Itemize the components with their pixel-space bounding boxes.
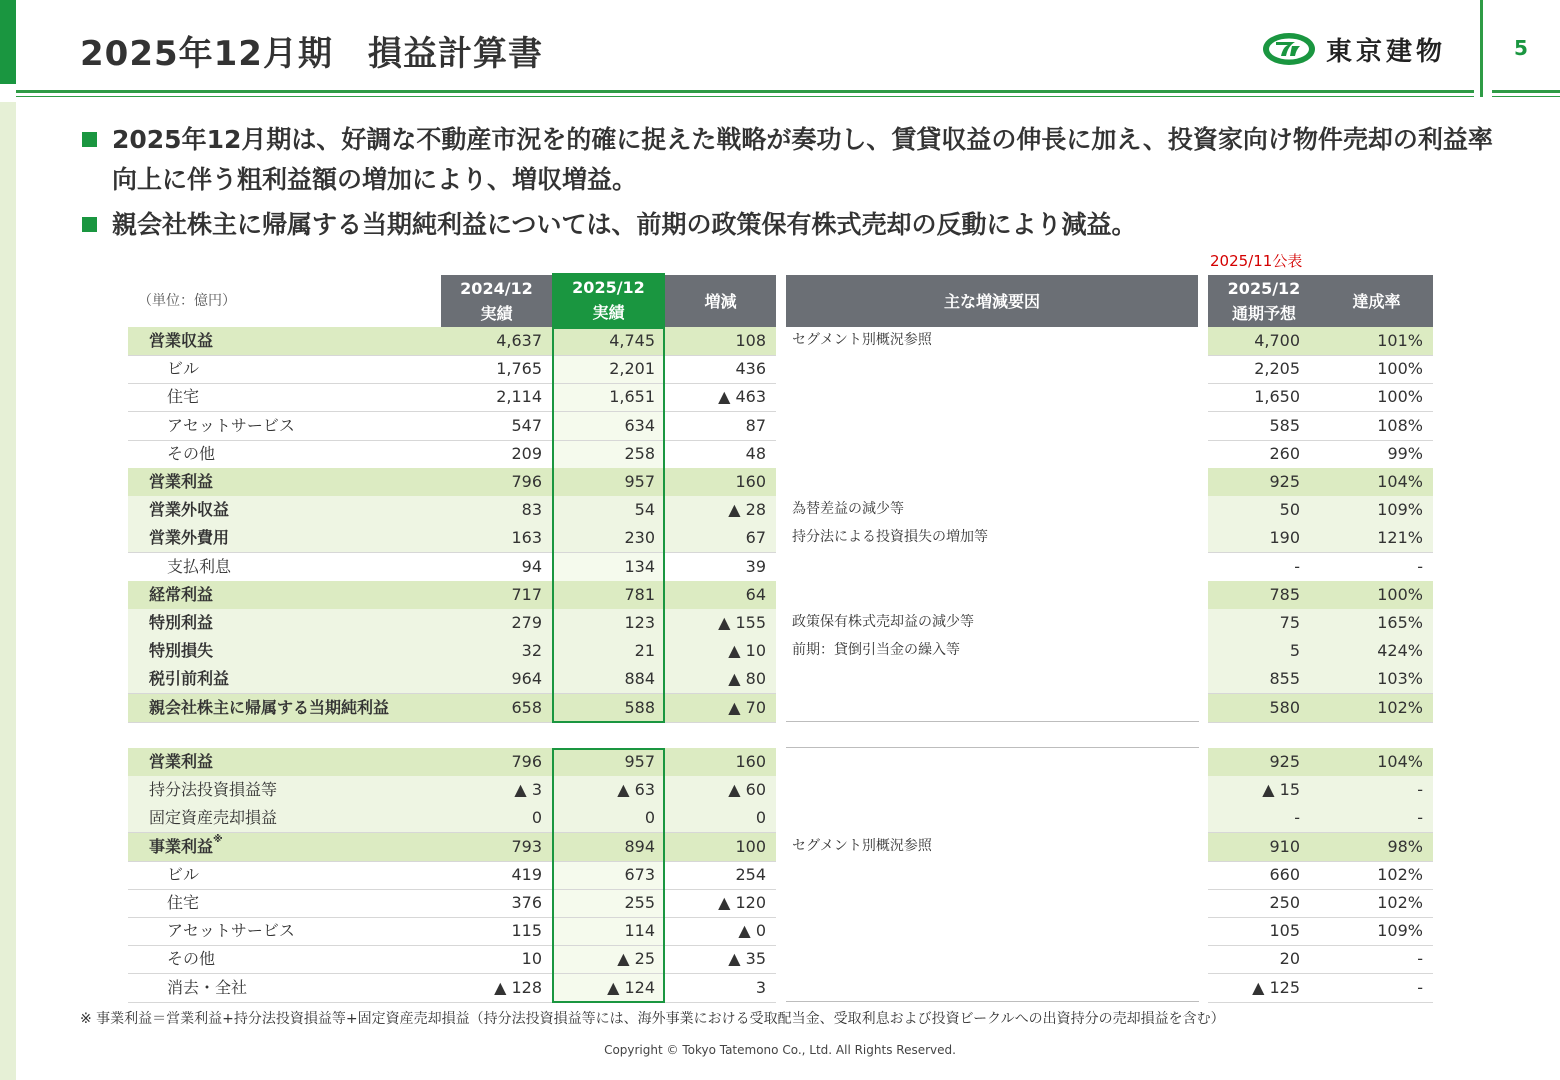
value-forecast: 2,205 — [1254, 359, 1300, 379]
row-label-text: アセットサービス — [167, 921, 295, 941]
value-rate: 424% — [1377, 641, 1423, 661]
row-label — [128, 524, 229, 552]
value-forecast: 260 — [1269, 443, 1300, 463]
value-2024: 376 — [511, 893, 542, 912]
header-line: 増減 — [704, 291, 737, 311]
value-rate: - — [1417, 780, 1423, 800]
value-2024: 796 — [511, 472, 542, 491]
summary-bullet — [80, 120, 1500, 200]
value-2025: 114 — [624, 921, 655, 941]
value-forecast: - — [1294, 556, 1300, 576]
value-rate: - — [1417, 556, 1423, 576]
value-forecast: 250 — [1269, 893, 1300, 912]
header-separator — [1480, 0, 1483, 97]
value-forecast: 660 — [1269, 864, 1300, 884]
value-diff: ▲ 70 — [728, 697, 766, 717]
value-diff: 48 — [745, 443, 766, 463]
value-2025: 894 — [624, 836, 655, 856]
factor-divider — [786, 721, 1199, 722]
row-label-text: 親会社株主に帰属する当期純利益 — [149, 697, 390, 717]
value-diff: ▲ 0 — [738, 921, 766, 941]
value-diff: 160 — [735, 752, 766, 771]
value-diff: 3 — [755, 977, 766, 997]
value-2025: 123 — [624, 613, 655, 632]
value-2024: 419 — [511, 864, 542, 884]
header-line: 実績 — [480, 304, 513, 323]
row-label — [128, 412, 295, 440]
value-2025: 255 — [624, 893, 655, 912]
value-2024: 83 — [521, 500, 542, 520]
factor-text: 為替差益の減少等 — [792, 501, 904, 518]
header-forecast-group — [1208, 275, 1433, 327]
header-factor — [786, 275, 1198, 327]
value-2024: 32 — [521, 641, 542, 661]
header-line: 2024/12 — [460, 279, 533, 298]
value-2025: 4,745 — [609, 331, 655, 350]
value-2024: 94 — [521, 556, 542, 576]
value-forecast: 855 — [1269, 669, 1300, 689]
value-rate: 109% — [1377, 500, 1423, 520]
value-forecast: 785 — [1269, 584, 1300, 604]
value-2024: ▲ 3 — [514, 780, 542, 800]
value-2024: 1,765 — [496, 359, 542, 379]
row-label — [128, 861, 199, 889]
value-rate: 100% — [1377, 584, 1423, 604]
row-label-text: その他 — [167, 949, 216, 969]
value-rate: 103% — [1377, 669, 1423, 689]
value-2025: 230 — [624, 528, 655, 548]
row-label — [128, 496, 229, 524]
row-label — [128, 355, 199, 383]
value-2025: 884 — [624, 669, 655, 689]
value-diff: 160 — [735, 472, 766, 491]
row-label — [128, 637, 213, 665]
value-2024: 4,637 — [496, 331, 542, 350]
row-label — [128, 553, 231, 581]
value-diff: 87 — [745, 415, 766, 435]
value-diff: 254 — [735, 864, 766, 884]
value-2024: 115 — [511, 921, 542, 941]
row-label — [128, 974, 247, 1002]
value-diff: ▲ 35 — [728, 949, 766, 969]
row-label-text: 営業利益 — [149, 752, 214, 771]
row-label — [128, 694, 389, 722]
row-label-text: 営業外費用 — [149, 528, 230, 548]
footnote-mark: ※ — [213, 833, 223, 845]
value-diff: ▲ 120 — [718, 893, 766, 912]
value-2024: 279 — [511, 613, 542, 632]
header-rule-right — [1492, 90, 1560, 93]
value-2025: ▲ 63 — [617, 780, 655, 800]
row-label-text: 営業外収益 — [149, 500, 230, 520]
value-rate: 100% — [1377, 359, 1423, 379]
value-rate: 121% — [1377, 528, 1423, 548]
value-2025: 258 — [624, 443, 655, 463]
header-2024-actual — [441, 275, 552, 327]
accent-bar-top — [0, 0, 16, 84]
value-2025: 781 — [624, 584, 655, 604]
value-forecast: 1,650 — [1254, 387, 1300, 407]
value-diff: ▲ 155 — [718, 613, 766, 632]
row-label — [128, 383, 199, 411]
value-rate: 98% — [1387, 836, 1423, 856]
value-rate: 102% — [1377, 864, 1423, 884]
value-rate: 102% — [1377, 697, 1423, 717]
header-line: 達成率 — [1352, 291, 1401, 311]
value-rate: 102% — [1377, 893, 1423, 912]
header-line: 実績 — [592, 303, 625, 322]
bullet-square-icon — [82, 132, 97, 147]
factor-divider — [786, 747, 1199, 748]
value-rate: 100% — [1377, 387, 1423, 407]
value-2024: 796 — [511, 752, 542, 771]
value-2024: 10 — [521, 949, 542, 969]
value-rate: 165% — [1377, 613, 1423, 632]
value-2025: 634 — [624, 415, 655, 435]
value-2025: 134 — [624, 556, 655, 576]
row-label — [128, 665, 229, 693]
summary-bullets — [80, 120, 1500, 250]
value-forecast: 925 — [1269, 472, 1300, 491]
value-rate: 99% — [1387, 443, 1423, 463]
copyright: Copyright © Tokyo Tatemono Co., Ltd. All Rights Reserved. — [604, 1043, 956, 1057]
value-diff: 436 — [735, 359, 766, 379]
unit-label: （単位：億円） — [138, 293, 236, 309]
accent-bar-side — [0, 102, 16, 1080]
value-2025: ▲ 124 — [607, 977, 655, 997]
page-number: 5 — [1514, 36, 1528, 60]
header-rule-right-thin — [1492, 96, 1560, 97]
factor-text: 前期：貸倒引当金の繰入等 — [792, 642, 960, 659]
value-2024: 717 — [511, 584, 542, 604]
value-forecast: 20 — [1279, 949, 1300, 969]
value-diff: 64 — [745, 584, 766, 604]
value-2024: 163 — [511, 528, 542, 548]
value-2024: 2,114 — [496, 387, 542, 407]
value-diff: ▲ 80 — [728, 669, 766, 689]
row-label — [128, 468, 213, 496]
value-2025: 588 — [624, 697, 655, 717]
header-forecast — [1208, 276, 1320, 326]
value-2025: 0 — [644, 808, 655, 828]
header-line: 主な増減要因 — [943, 291, 1040, 311]
bullet-square-icon — [82, 217, 97, 232]
value-forecast: 190 — [1269, 528, 1300, 548]
row-label-text: アセットサービス — [167, 415, 295, 435]
row-label-text: ビル — [167, 359, 200, 379]
value-diff: 0 — [755, 808, 766, 828]
row-label-text: 住宅 — [167, 893, 200, 912]
value-diff: 100 — [735, 836, 766, 856]
value-forecast: 5 — [1289, 641, 1300, 661]
value-forecast: 105 — [1269, 921, 1300, 941]
row-label — [128, 804, 277, 832]
value-2024: 964 — [511, 669, 542, 689]
bullet-text: 2025年12月期は、好調な不動産市況を的確に捉えた戦略が奏功し、賃貸収益の伸長に加え、投資家向け物件売却の利益率向上に伴う粗利益額の増加により、増収増益。 — [112, 125, 1493, 194]
row-label-text: 経常利益 — [149, 584, 214, 604]
factor-text: セグメント別概況参照 — [792, 837, 932, 854]
factor-text: セグメント別概況参照 — [792, 332, 932, 348]
value-2024: 547 — [511, 415, 542, 435]
value-forecast: ▲ 15 — [1262, 780, 1300, 800]
value-2025: 54 — [634, 500, 655, 520]
header-rule-thin — [16, 96, 1474, 97]
value-forecast: ▲ 125 — [1252, 977, 1300, 997]
header-line: 通期予想 — [1231, 304, 1296, 323]
value-2025: ▲ 25 — [617, 949, 655, 969]
row-label — [128, 889, 199, 917]
row-label — [128, 833, 223, 861]
value-rate: 101% — [1377, 331, 1423, 350]
value-rate: 104% — [1377, 752, 1423, 771]
value-rate: - — [1417, 949, 1423, 969]
row-label-text: 税引前利益 — [149, 669, 230, 689]
row-label-text: 住宅 — [167, 387, 200, 407]
value-2025: 2,201 — [609, 359, 655, 379]
row-label — [128, 581, 213, 609]
row-label-text: 固定資産売却損益 — [149, 808, 278, 828]
row-label — [128, 327, 213, 355]
value-2024: 209 — [511, 443, 542, 463]
value-forecast: 580 — [1269, 697, 1300, 717]
header-line: 2025/12 — [1227, 279, 1301, 298]
announce-label: 2025/11公表 — [1210, 252, 1303, 270]
value-2025: 21 — [634, 641, 655, 661]
header-diff — [665, 275, 776, 327]
value-diff: 108 — [735, 331, 766, 350]
value-diff: 67 — [745, 528, 766, 548]
value-2025: 1,651 — [609, 387, 655, 407]
header-2025-actual — [552, 273, 665, 327]
value-rate: - — [1417, 808, 1423, 828]
row-label — [128, 945, 215, 973]
logo-mark-icon — [1262, 32, 1316, 66]
value-forecast: 50 — [1279, 500, 1300, 520]
row-label — [128, 609, 213, 637]
value-2024: 0 — [531, 808, 542, 828]
value-2024: ▲ 128 — [494, 977, 542, 997]
header-rate — [1320, 289, 1433, 314]
value-forecast: 585 — [1269, 415, 1300, 435]
row-label-text: 支払利息 — [167, 556, 232, 576]
page-title: 2025年12月期 損益計算書 — [80, 34, 543, 74]
value-2025: 957 — [624, 752, 655, 771]
row-label-text: 持分法投資損益等 — [149, 780, 278, 800]
value-rate: - — [1417, 977, 1423, 997]
value-diff: ▲ 10 — [728, 641, 766, 661]
row-label-text: 特別損失 — [149, 641, 214, 661]
value-forecast: - — [1294, 808, 1300, 828]
row-label-text: その他 — [167, 443, 216, 463]
value-rate: 104% — [1377, 472, 1423, 491]
row-label-text: 特別利益 — [149, 613, 214, 632]
value-forecast: 910 — [1269, 836, 1300, 856]
row-label-text: 事業利益 — [149, 836, 214, 856]
value-forecast: 4,700 — [1254, 331, 1300, 350]
header-line: 2025/12 — [572, 278, 645, 297]
value-forecast: 925 — [1269, 752, 1300, 771]
summary-bullet — [80, 205, 1500, 245]
header-rule — [16, 90, 1474, 93]
row-label-text: 消去・全社 — [167, 977, 248, 997]
row-label — [128, 748, 213, 776]
value-diff: ▲ 463 — [718, 387, 766, 407]
row-label-text: ビル — [167, 864, 200, 884]
footnote: ※ 事業利益＝営業利益+持分法投資損益等+固定資産売却損益（持分法投資損益等には、海外事業における受取配当金、受取利息および投資ビークルへの出資持分の売却損益を含む） — [80, 1011, 1225, 1027]
col-2025-highlight-box — [552, 327, 665, 723]
value-forecast: 75 — [1279, 613, 1300, 632]
value-diff: ▲ 60 — [728, 780, 766, 800]
value-2024: 658 — [511, 697, 542, 717]
factor-text: 持分法による投資損失の増加等 — [792, 529, 988, 546]
value-rate: 108% — [1377, 415, 1423, 435]
value-rate: 109% — [1377, 921, 1423, 941]
company-logo — [1262, 31, 1446, 67]
value-2025: 957 — [624, 472, 655, 491]
row-label — [128, 917, 295, 945]
row-label-text: 営業利益 — [149, 472, 214, 491]
row-label-text: 営業収益 — [149, 331, 214, 350]
bullet-text: 親会社株主に帰属する当期純利益については、前期の政策保有株式売却の反動により減益。 — [112, 210, 1137, 239]
value-2024: 793 — [511, 836, 542, 856]
value-2025: 673 — [624, 864, 655, 884]
col-2025-highlight-box — [552, 748, 665, 1003]
row-label — [128, 440, 215, 468]
row-label — [128, 776, 277, 804]
value-diff: ▲ 28 — [728, 500, 766, 520]
value-diff: 39 — [745, 556, 766, 576]
logo-text: 東京建物 — [1326, 36, 1447, 67]
factor-text: 政策保有株式売却益の減少等 — [792, 614, 974, 630]
factor-divider — [786, 1001, 1199, 1002]
